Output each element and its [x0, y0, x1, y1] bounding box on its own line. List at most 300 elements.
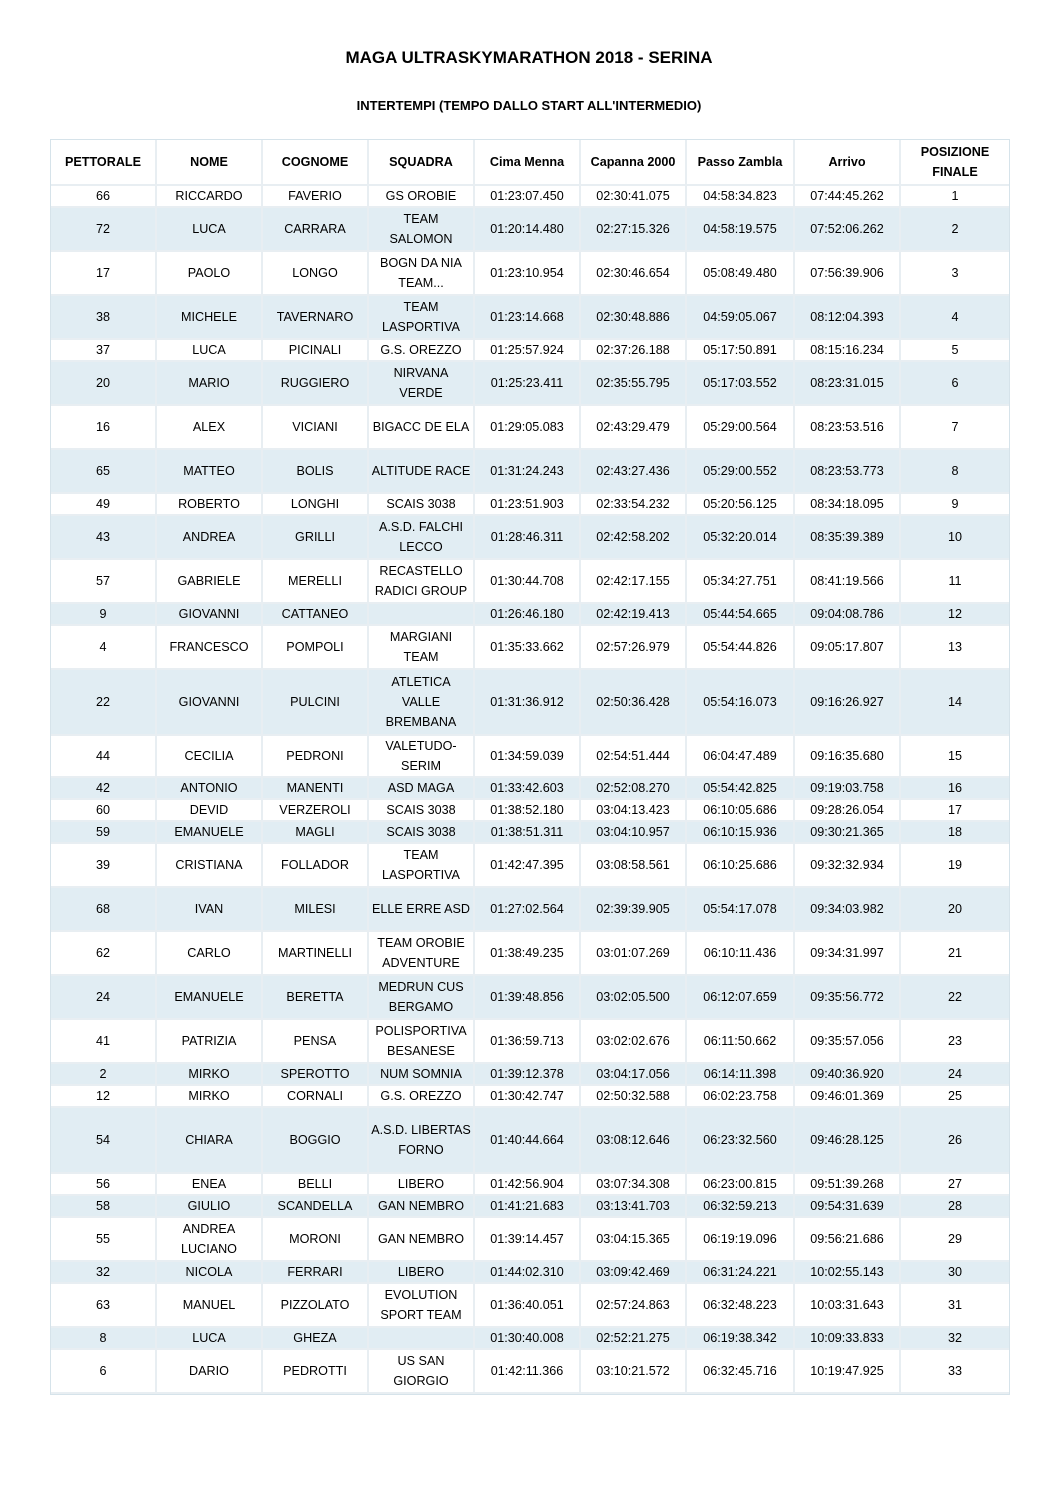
- position-cell: 28: [901, 1196, 1009, 1218]
- cima-menna-cell: 01:44:02.310: [475, 1262, 581, 1284]
- bib-cell: 62: [51, 932, 157, 976]
- passo-zambla-cell: 05:54:16.073: [687, 670, 795, 736]
- capanna-2000-cell: 02:42:17.155: [581, 560, 687, 604]
- team-cell: ELLE ERRE ASD: [369, 888, 475, 932]
- surname-cell: SPEROTTO: [263, 1064, 369, 1086]
- cima-menna-cell: 01:33:42.603: [475, 778, 581, 800]
- passo-zambla-cell: 06:32:48.223: [687, 1284, 795, 1328]
- col-header-pettorale: PETTORALE: [51, 140, 157, 186]
- capanna-2000-cell: 02:39:39.905: [581, 888, 687, 932]
- team-cell: A.S.D. FALCHI LECCO: [369, 516, 475, 560]
- col-header-cognome: COGNOME: [263, 140, 369, 186]
- name-cell: CHIARA: [157, 1108, 263, 1174]
- capanna-2000-cell: 03:13:41.703: [581, 1196, 687, 1218]
- surname-cell: PENSA: [263, 1020, 369, 1064]
- team-cell: GAN NEMBRO: [369, 1218, 475, 1262]
- position-cell: 6: [901, 362, 1009, 406]
- arrivo-cell: 09:46:01.369: [795, 1086, 901, 1108]
- passo-zambla-cell: 05:44:54.665: [687, 604, 795, 626]
- team-cell: ASD MAGA: [369, 778, 475, 800]
- name-cell: EMANUELE: [157, 822, 263, 844]
- capanna-2000-cell: 02:57:24.863: [581, 1284, 687, 1328]
- team-cell: RECASTELLO RADICI GROUP: [369, 560, 475, 604]
- bib-cell: 57: [51, 560, 157, 604]
- name-cell: GIULIO: [157, 1196, 263, 1218]
- surname-cell: BERETTA: [263, 976, 369, 1020]
- surname-cell: VICIANI: [263, 406, 369, 450]
- name-cell: ANTONIO: [157, 778, 263, 800]
- cima-menna-cell: 01:31:36.912: [475, 670, 581, 736]
- surname-cell: FERRARI: [263, 1262, 369, 1284]
- table-row: [51, 1174, 1009, 1196]
- bib-cell: 4: [51, 626, 157, 670]
- cima-menna-cell: 01:25:57.924: [475, 340, 581, 362]
- capanna-2000-cell: 03:02:02.676: [581, 1020, 687, 1064]
- bib-cell: 60: [51, 800, 157, 822]
- surname-cell: PULCINI: [263, 670, 369, 736]
- team-cell: SCAIS 3038: [369, 822, 475, 844]
- name-cell: MICHELE: [157, 296, 263, 340]
- col-header-arrivo: Arrivo: [795, 140, 901, 186]
- surname-cell: CATTANEO: [263, 604, 369, 626]
- passo-zambla-cell: 06:10:11.436: [687, 932, 795, 976]
- cima-menna-cell: 01:38:52.180: [475, 800, 581, 822]
- capanna-2000-cell: 02:27:15.326: [581, 208, 687, 252]
- name-cell: DEVID: [157, 800, 263, 822]
- team-cell: GS OROBIE: [369, 186, 475, 208]
- position-cell: 25: [901, 1086, 1009, 1108]
- arrivo-cell: 08:23:31.015: [795, 362, 901, 406]
- capanna-2000-cell: 02:35:55.795: [581, 362, 687, 406]
- capanna-2000-cell: 02:50:36.428: [581, 670, 687, 736]
- col-header-squadra: SQUADRA: [369, 140, 475, 186]
- name-cell: FRANCESCO: [157, 626, 263, 670]
- cima-menna-cell: 01:38:49.235: [475, 932, 581, 976]
- arrivo-cell: 09:35:57.056: [795, 1020, 901, 1064]
- passo-zambla-cell: 06:04:47.489: [687, 736, 795, 778]
- team-cell: POLISPORTIVA BESANESE: [369, 1020, 475, 1064]
- table-row: [51, 1262, 1009, 1284]
- surname-cell: VERZEROLI: [263, 800, 369, 822]
- arrivo-cell: 09:56:21.686: [795, 1218, 901, 1262]
- name-cell: GIOVANNI: [157, 604, 263, 626]
- passo-zambla-cell: 05:08:49.480: [687, 252, 795, 296]
- cima-menna-cell: 01:39:12.378: [475, 1064, 581, 1086]
- bib-cell: 6: [51, 1350, 157, 1394]
- passo-zambla-cell: 06:32:45.716: [687, 1350, 795, 1394]
- name-cell: MATTEO: [157, 450, 263, 494]
- capanna-2000-cell: 02:30:48.886: [581, 296, 687, 340]
- table-row: [51, 976, 1009, 1020]
- name-cell: MIRKO: [157, 1064, 263, 1086]
- surname-cell: MILESI: [263, 888, 369, 932]
- bib-cell: 43: [51, 516, 157, 560]
- cima-menna-cell: 01:25:23.411: [475, 362, 581, 406]
- passo-zambla-cell: 05:32:20.014: [687, 516, 795, 560]
- cima-menna-cell: 01:30:40.008: [475, 1328, 581, 1350]
- arrivo-cell: 09:28:26.054: [795, 800, 901, 822]
- arrivo-cell: 09:34:31.997: [795, 932, 901, 976]
- position-cell: 2: [901, 208, 1009, 252]
- passo-zambla-cell: 05:29:00.564: [687, 406, 795, 450]
- team-cell: A.S.D. LIBERTAS FORNO: [369, 1108, 475, 1174]
- position-cell: 20: [901, 888, 1009, 932]
- cima-menna-cell: 01:28:46.311: [475, 516, 581, 560]
- arrivo-cell: 09:19:03.758: [795, 778, 901, 800]
- arrivo-cell: 09:51:39.268: [795, 1174, 901, 1196]
- arrivo-cell: 10:03:31.643: [795, 1284, 901, 1328]
- table-row: [51, 516, 1009, 560]
- arrivo-cell: 08:34:18.095: [795, 494, 901, 516]
- surname-cell: PEDRONI: [263, 736, 369, 778]
- arrivo-cell: 09:16:26.927: [795, 670, 901, 736]
- table-row: [51, 1218, 1009, 1262]
- name-cell: MANUEL: [157, 1284, 263, 1328]
- name-cell: EMANUELE: [157, 976, 263, 1020]
- table-row: [51, 604, 1009, 626]
- passo-zambla-cell: 04:58:19.575: [687, 208, 795, 252]
- team-cell: LIBERO: [369, 1262, 475, 1284]
- arrivo-cell: 10:19:47.925: [795, 1350, 901, 1394]
- surname-cell: FAVERIO: [263, 186, 369, 208]
- table-row: [51, 1086, 1009, 1108]
- cima-menna-cell: 01:30:44.708: [475, 560, 581, 604]
- page-title: MAGA ULTRASKYMARATHON 2018 - SERINA: [345, 48, 713, 67]
- name-cell: LUCA: [157, 208, 263, 252]
- arrivo-cell: 09:30:21.365: [795, 822, 901, 844]
- position-cell: 14: [901, 670, 1009, 736]
- name-cell: GIOVANNI: [157, 670, 263, 736]
- capanna-2000-cell: 03:08:58.561: [581, 844, 687, 888]
- passo-zambla-cell: 05:54:17.078: [687, 888, 795, 932]
- arrivo-cell: 08:35:39.389: [795, 516, 901, 560]
- team-cell: TEAM SALOMON: [369, 208, 475, 252]
- name-cell: CRISTIANA: [157, 844, 263, 888]
- name-cell: GABRIELE: [157, 560, 263, 604]
- team-cell: BOGN DA NIA TEAM...: [369, 252, 475, 296]
- capanna-2000-cell: 02:54:51.444: [581, 736, 687, 778]
- name-cell: PATRIZIA: [157, 1020, 263, 1064]
- col-header-nome: NOME: [157, 140, 263, 186]
- passo-zambla-cell: 06:23:00.815: [687, 1174, 795, 1196]
- team-cell: TEAM LASPORTIVA: [369, 296, 475, 340]
- table-row: [51, 1328, 1009, 1350]
- table-row: [51, 186, 1009, 208]
- bib-cell: 63: [51, 1284, 157, 1328]
- surname-cell: SCANDELLA: [263, 1196, 369, 1218]
- capanna-2000-cell: 03:04:15.365: [581, 1218, 687, 1262]
- capanna-2000-cell: 02:43:29.479: [581, 406, 687, 450]
- position-cell: 19: [901, 844, 1009, 888]
- name-cell: CARLO: [157, 932, 263, 976]
- bib-cell: 22: [51, 670, 157, 736]
- bib-cell: 38: [51, 296, 157, 340]
- team-cell: SCAIS 3038: [369, 800, 475, 822]
- surname-cell: TAVERNARO: [263, 296, 369, 340]
- bib-cell: 12: [51, 1086, 157, 1108]
- bib-cell: 20: [51, 362, 157, 406]
- capanna-2000-cell: 02:42:58.202: [581, 516, 687, 560]
- capanna-2000-cell: 02:30:41.075: [581, 186, 687, 208]
- team-cell: NUM SOMNIA: [369, 1064, 475, 1086]
- arrivo-cell: 08:23:53.516: [795, 406, 901, 450]
- surname-cell: MERELLI: [263, 560, 369, 604]
- bib-cell: 58: [51, 1196, 157, 1218]
- table-row: [51, 1196, 1009, 1218]
- capanna-2000-cell: 02:30:46.654: [581, 252, 687, 296]
- cima-menna-cell: 01:23:07.450: [475, 186, 581, 208]
- position-cell: 24: [901, 1064, 1009, 1086]
- bib-cell: 37: [51, 340, 157, 362]
- table-row: [51, 296, 1009, 340]
- name-cell: ENEA: [157, 1174, 263, 1196]
- position-cell: 31: [901, 1284, 1009, 1328]
- table-row: [51, 736, 1009, 778]
- cima-menna-cell: 01:23:51.903: [475, 494, 581, 516]
- surname-cell: MORONI: [263, 1218, 369, 1262]
- bib-cell: 66: [51, 186, 157, 208]
- team-cell: GAN NEMBRO: [369, 1196, 475, 1218]
- capanna-2000-cell: 02:43:27.436: [581, 450, 687, 494]
- surname-cell: BELLI: [263, 1174, 369, 1196]
- team-cell: MARGIANI TEAM: [369, 626, 475, 670]
- col-header-passo-zambla: Passo Zambla: [687, 140, 795, 186]
- team-cell: US SAN GIORGIO: [369, 1350, 475, 1394]
- cima-menna-cell: 01:23:10.954: [475, 252, 581, 296]
- position-cell: 1: [901, 186, 1009, 208]
- passo-zambla-cell: 06:32:59.213: [687, 1196, 795, 1218]
- cima-menna-cell: 01:29:05.083: [475, 406, 581, 450]
- cima-menna-cell: 01:42:56.904: [475, 1174, 581, 1196]
- position-cell: 3: [901, 252, 1009, 296]
- position-cell: 18: [901, 822, 1009, 844]
- bib-cell: 24: [51, 976, 157, 1020]
- capanna-2000-cell: 03:10:21.572: [581, 1350, 687, 1394]
- arrivo-cell: 07:56:39.906: [795, 252, 901, 296]
- capanna-2000-cell: 03:02:05.500: [581, 976, 687, 1020]
- name-cell: CECILIA: [157, 736, 263, 778]
- name-cell: IVAN: [157, 888, 263, 932]
- capanna-2000-cell: 03:04:17.056: [581, 1064, 687, 1086]
- name-cell: PAOLO: [157, 252, 263, 296]
- table-row: [51, 670, 1009, 736]
- table-row: [51, 252, 1009, 296]
- cima-menna-cell: 01:36:40.051: [475, 1284, 581, 1328]
- team-cell: MEDRUN CUS BERGAMO: [369, 976, 475, 1020]
- position-cell: 15: [901, 736, 1009, 778]
- arrivo-cell: 09:16:35.680: [795, 736, 901, 778]
- position-cell: 12: [901, 604, 1009, 626]
- table-row: [51, 626, 1009, 670]
- cima-menna-cell: 01:42:11.366: [475, 1350, 581, 1394]
- bib-cell: 8: [51, 1328, 157, 1350]
- table-row: [51, 1064, 1009, 1086]
- bib-cell: 42: [51, 778, 157, 800]
- passo-zambla-cell: 06:10:25.686: [687, 844, 795, 888]
- bib-cell: 9: [51, 604, 157, 626]
- surname-cell: GHEZA: [263, 1328, 369, 1350]
- capanna-2000-cell: 02:42:19.413: [581, 604, 687, 626]
- capanna-2000-cell: 03:07:34.308: [581, 1174, 687, 1196]
- arrivo-cell: 08:23:53.773: [795, 450, 901, 494]
- name-cell: MIRKO: [157, 1086, 263, 1108]
- surname-cell: GRILLI: [263, 516, 369, 560]
- passo-zambla-cell: 06:02:23.758: [687, 1086, 795, 1108]
- cima-menna-cell: 01:39:14.457: [475, 1218, 581, 1262]
- passo-zambla-cell: 05:29:00.552: [687, 450, 795, 494]
- position-cell: 21: [901, 932, 1009, 976]
- passo-zambla-cell: 06:19:38.342: [687, 1328, 795, 1350]
- bib-cell: 41: [51, 1020, 157, 1064]
- bib-cell: 72: [51, 208, 157, 252]
- bib-cell: 2: [51, 1064, 157, 1086]
- position-cell: 32: [901, 1328, 1009, 1350]
- cima-menna-cell: 01:41:21.683: [475, 1196, 581, 1218]
- passo-zambla-cell: 05:34:27.751: [687, 560, 795, 604]
- results-table: [50, 139, 1010, 1395]
- name-cell: MARIO: [157, 362, 263, 406]
- team-cell: [369, 1328, 475, 1350]
- team-cell: BIGACC DE ELA: [369, 406, 475, 450]
- bib-cell: 65: [51, 450, 157, 494]
- table-row: [51, 494, 1009, 516]
- bib-cell: 44: [51, 736, 157, 778]
- bib-cell: 55: [51, 1218, 157, 1262]
- col-header-posizione-finale: POSIZIONE FINALE: [901, 140, 1009, 186]
- position-cell: 23: [901, 1020, 1009, 1064]
- table-row: [51, 800, 1009, 822]
- capanna-2000-cell: 02:37:26.188: [581, 340, 687, 362]
- table-row: [51, 362, 1009, 406]
- team-cell: TEAM OROBIE ADVENTURE: [369, 932, 475, 976]
- page-subtitle: INTERTEMPI (TEMPO DALLO START ALL'INTERMEDIO): [356, 98, 702, 113]
- team-cell: SCAIS 3038: [369, 494, 475, 516]
- table-row: [51, 208, 1009, 252]
- bib-cell: 39: [51, 844, 157, 888]
- position-cell: 8: [901, 450, 1009, 494]
- arrivo-cell: 09:35:56.772: [795, 976, 901, 1020]
- bib-cell: 32: [51, 1262, 157, 1284]
- arrivo-cell: 10:02:55.143: [795, 1262, 901, 1284]
- arrivo-cell: 09:04:08.786: [795, 604, 901, 626]
- arrivo-cell: 09:32:32.934: [795, 844, 901, 888]
- name-cell: ROBERTO: [157, 494, 263, 516]
- position-cell: 16: [901, 778, 1009, 800]
- arrivo-cell: 07:44:45.262: [795, 186, 901, 208]
- bib-cell: 68: [51, 888, 157, 932]
- passo-zambla-cell: 06:19:19.096: [687, 1218, 795, 1262]
- surname-cell: RUGGIERO: [263, 362, 369, 406]
- surname-cell: CORNALI: [263, 1086, 369, 1108]
- arrivo-cell: 08:41:19.566: [795, 560, 901, 604]
- name-cell: DARIO: [157, 1350, 263, 1394]
- bib-cell: 59: [51, 822, 157, 844]
- bib-cell: 49: [51, 494, 157, 516]
- capanna-2000-cell: 03:04:13.423: [581, 800, 687, 822]
- cima-menna-cell: 01:40:44.664: [475, 1108, 581, 1174]
- passo-zambla-cell: 06:14:11.398: [687, 1064, 795, 1086]
- arrivo-cell: 09:40:36.920: [795, 1064, 901, 1086]
- capanna-2000-cell: 03:01:07.269: [581, 932, 687, 976]
- bib-cell: 54: [51, 1108, 157, 1174]
- capanna-2000-cell: 03:08:12.646: [581, 1108, 687, 1174]
- name-cell: ANDREA: [157, 516, 263, 560]
- surname-cell: BOGGIO: [263, 1108, 369, 1174]
- team-cell: G.S. OREZZO: [369, 1086, 475, 1108]
- arrivo-cell: 09:34:03.982: [795, 888, 901, 932]
- table-row: [51, 932, 1009, 976]
- bib-cell: 17: [51, 252, 157, 296]
- header-row: [51, 140, 1009, 186]
- table-row: [51, 1020, 1009, 1064]
- surname-cell: POMPOLI: [263, 626, 369, 670]
- table-row: [51, 1108, 1009, 1174]
- cima-menna-cell: 01:23:14.668: [475, 296, 581, 340]
- col-header-capanna-2000: Capanna 2000: [581, 140, 687, 186]
- position-cell: 27: [901, 1174, 1009, 1196]
- cima-menna-cell: 01:30:42.747: [475, 1086, 581, 1108]
- team-cell: [369, 604, 475, 626]
- passo-zambla-cell: 05:17:50.891: [687, 340, 795, 362]
- capanna-2000-cell: 02:57:26.979: [581, 626, 687, 670]
- capanna-2000-cell: 03:09:42.469: [581, 1262, 687, 1284]
- team-cell: G.S. OREZZO: [369, 340, 475, 362]
- team-cell: NIRVANA VERDE: [369, 362, 475, 406]
- name-cell: ANDREA LUCIANO: [157, 1218, 263, 1262]
- capanna-2000-cell: 02:52:21.275: [581, 1328, 687, 1350]
- surname-cell: BOLIS: [263, 450, 369, 494]
- arrivo-cell: 09:46:28.125: [795, 1108, 901, 1174]
- surname-cell: FOLLADOR: [263, 844, 369, 888]
- team-cell: EVOLUTION SPORT TEAM: [369, 1284, 475, 1328]
- position-cell: 17: [901, 800, 1009, 822]
- bib-cell: 16: [51, 406, 157, 450]
- arrivo-cell: 08:15:16.234: [795, 340, 901, 362]
- passo-zambla-cell: 05:17:03.552: [687, 362, 795, 406]
- position-cell: 26: [901, 1108, 1009, 1174]
- arrivo-cell: 10:09:33.833: [795, 1328, 901, 1350]
- position-cell: 11: [901, 560, 1009, 604]
- passo-zambla-cell: 06:10:15.936: [687, 822, 795, 844]
- passo-zambla-cell: 06:31:24.221: [687, 1262, 795, 1284]
- passo-zambla-cell: 06:12:07.659: [687, 976, 795, 1020]
- passo-zambla-cell: 06:10:05.686: [687, 800, 795, 822]
- arrivo-cell: 07:52:06.262: [795, 208, 901, 252]
- passo-zambla-cell: 06:11:50.662: [687, 1020, 795, 1064]
- capanna-2000-cell: 03:04:10.957: [581, 822, 687, 844]
- position-cell: 30: [901, 1262, 1009, 1284]
- surname-cell: LONGHI: [263, 494, 369, 516]
- capanna-2000-cell: 02:52:08.270: [581, 778, 687, 800]
- team-cell: ATLETICA VALLE BREMBANA: [369, 670, 475, 736]
- passo-zambla-cell: 05:54:42.825: [687, 778, 795, 800]
- surname-cell: PEDROTTI: [263, 1350, 369, 1394]
- arrivo-cell: 09:05:17.807: [795, 626, 901, 670]
- name-cell: NICOLA: [157, 1262, 263, 1284]
- passo-zambla-cell: 04:59:05.067: [687, 296, 795, 340]
- team-cell: LIBERO: [369, 1174, 475, 1196]
- table-row: [51, 340, 1009, 362]
- table-row: [51, 822, 1009, 844]
- position-cell: 9: [901, 494, 1009, 516]
- position-cell: 7: [901, 406, 1009, 450]
- passo-zambla-cell: 05:54:44.826: [687, 626, 795, 670]
- position-cell: 10: [901, 516, 1009, 560]
- surname-cell: LONGO: [263, 252, 369, 296]
- passo-zambla-cell: 06:23:32.560: [687, 1108, 795, 1174]
- position-cell: 4: [901, 296, 1009, 340]
- team-cell: ALTITUDE RACE: [369, 450, 475, 494]
